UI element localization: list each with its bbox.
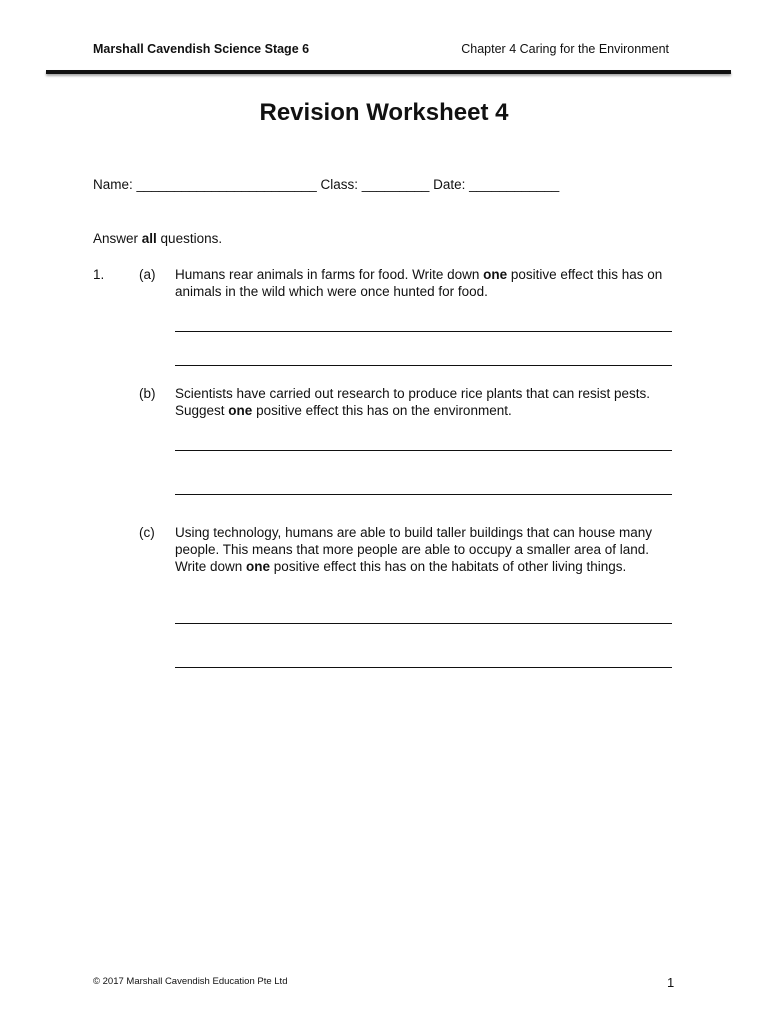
instruction [93,230,222,247]
class-field[interactable]: _________ [361,177,430,192]
part-c-emphasis: one [246,559,271,574]
question-number: 1. [93,267,105,282]
part-b-label: (b) [139,386,156,401]
part-c-text-end: positive effect this has on the habitats of other living things. [270,559,627,574]
part-c-label: (c) [139,525,155,540]
header-publisher: Marshall Cavendish Science Stage 6 [93,42,310,56]
part-a-text-start: Humans rear animals in farms for food. Write down [175,267,484,282]
part-a-question [175,266,678,300]
part-b-question [175,385,678,419]
part-b-text-start: Scientists have carried out research to produce rice plants that can resist pests. Suggest [175,386,650,418]
footer-copyright: © 2017 Marshall Cavendish Education Pte Ltd [93,976,288,987]
date-field[interactable]: ____________ [469,177,560,192]
part-b-text-end: positive effect this has on the environment. [252,403,512,418]
part-a-answer-line-1[interactable] [175,331,672,332]
instruction-text-end: questions. [156,231,223,246]
part-b-answer-line-1[interactable] [175,450,672,451]
part-b-emphasis: one [228,403,253,418]
instruction-text-start: Answer [93,231,142,246]
date-label: Date: [433,177,466,192]
part-c-answer-line-1[interactable] [175,623,672,624]
header-divider [46,70,731,74]
page-number: 1 [667,975,675,990]
name-label: Name: [93,177,133,192]
name-field[interactable]: ________________________ [136,177,317,192]
student-info-line [93,176,559,193]
instruction-emphasis: all [141,231,157,246]
part-a-label: (a) [139,267,156,282]
part-b-answer-line-2[interactable] [175,494,672,495]
part-c-answer-line-2[interactable] [175,667,672,668]
header-chapter: Chapter 4 Caring for the Environment [461,42,669,56]
class-label: Class: [320,177,359,192]
page-title: Revision Worksheet 4 [259,99,509,126]
part-c-text-start: Using technology, humans are able to build taller buildings that can house many people. This means that more people are able to occupy a smaller area of land. Write down [175,525,653,574]
part-a-text-end: positive effect this has on animals in the wild which were once hunted for food. [175,267,663,299]
part-a-answer-line-2[interactable] [175,365,672,366]
part-c-question [175,524,678,575]
part-a-emphasis: one [483,267,508,282]
